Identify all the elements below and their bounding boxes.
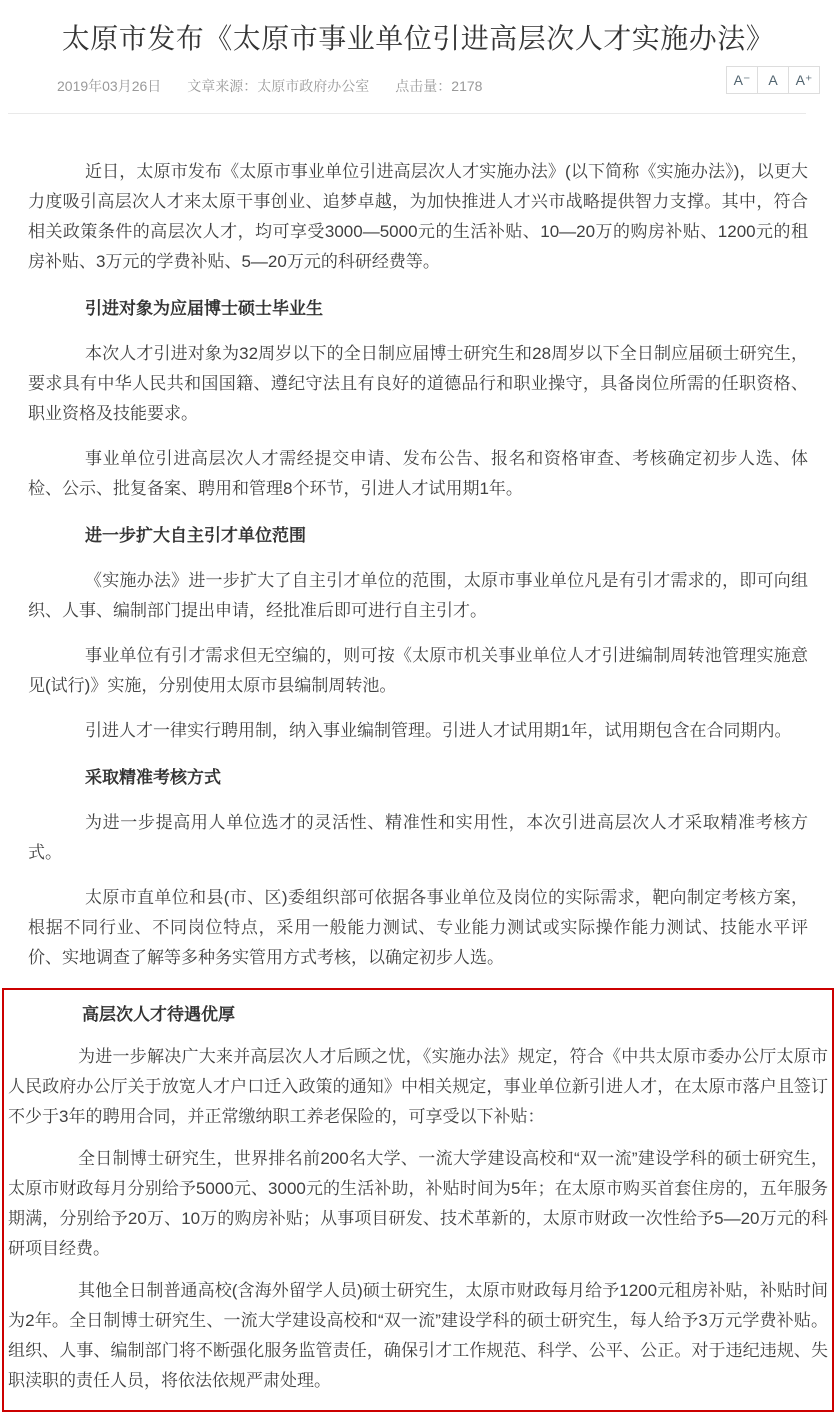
article-page [0, 20, 836, 1412]
font-reset-button[interactable]: A [757, 66, 789, 94]
article-body [0, 114, 836, 1412]
section-heading-assessment-method: 采取精准考核方式 [85, 768, 221, 787]
article-meta [57, 72, 820, 100]
paragraph: 其他全日制普通高校(含海外留学人员)硕士研究生，太原市财政每月给予1200元租房补贴，补贴时间为2年。全日制博士研究生、一流大学建设高校和“双一流”建设学科的硕士研究生，每人给予3万元学费补贴。组织、人事、编制部门将不断强化服务监管责任，确保引才工作规范、科学、公平、公正。对于违纪违规、失职渎职的责任人员，将依法依规严肃处理。 [8, 1281, 828, 1390]
page-title: 太原市发布《太原市事业单位引进高层次人才实施办法》 [61, 23, 775, 54]
paragraph: 全日制博士研究生，世界排名前200名大学、一流大学建设高校和“双一流”建设学科的硕士研究生，太原市财政每月分别给予5000元、3000元的生活补助，补贴时间为5年；在太原市购买首套住房的，五年服务期满，分别给予20万、10万的购房补贴；从事项目研发、技术革新的，太原市财政一次性给予5—20万元的科研项目经费。 [8, 1149, 828, 1258]
font-decrease-button[interactable]: A⁻ [726, 66, 758, 94]
font-increase-button[interactable]: A⁺ [788, 66, 820, 94]
section-heading-expand-scope: 进一步扩大自主引才单位范围 [85, 526, 306, 545]
paragraph: 本次人才引进对象为32周岁以下的全日制应届博士研究生和28周岁以下全日制应届硕士研究生，要求具有中华人民共和国国籍、遵纪守法且有良好的道德品行和职业操守，具备岗位所需的任职资格、职业资格及技能要求。 [28, 344, 808, 423]
paragraph: 事业单位引进高层次人才需经提交申请、发布公告、报名和资格审查、考核确定初步人选、体检、公示、批复备案、聘用和管理8个环节，引进人才试用期1年。 [28, 449, 808, 498]
paragraph: 《实施办法》进一步扩大了自主引才单位的范围，太原市事业单位凡是有引才需求的，即可向组织、人事、编制部门提出申请，经批准后即可进行自主引才。 [28, 571, 808, 620]
highlight-box [2, 988, 834, 1412]
paragraph: 近日，太原市发布《太原市事业单位引进高层次人才实施办法》(以下简称《实施办法》)，以更大力度吸引高层次人才来太原干事创业、追梦卓越，为加快推进人才兴市战略提供智力支撑。其中，符合相关政策条件的高层次人才，均可享受3000—5000元的生活补贴、10—20万的购房补贴、1200元的租房补贴、3万元的学费补贴、5—20万元的科研经费等。 [28, 162, 808, 271]
article-source: 文章来源：太原市政府办公室 [187, 78, 370, 94]
paragraph: 太原市直单位和县(市、区)委组织部可依据各事业单位及岗位的实际需求，靶向制定考核方案，根据不同行业、不同岗位特点，采用一般能力测试、专业能力测试或实际操作能力测试、技能水平评价、实地调查了解等多种务实管用方式考核，以确定初步人选。 [28, 888, 808, 967]
paragraph: 为进一步解决广大来并高层次人才后顾之忧，《实施办法》规定，符合《中共太原市委办公厅太原市人民政府办公厅关于放宽人才户口迁入政策的通知》中相关规定，事业单位新引进人才，在太原市落户且签订不少于3年的聘用合同，并正常缴纳职工养老保险的，可享受以下补贴： [8, 1047, 828, 1126]
paragraph: 引进人才一律实行聘用制，纳入事业编制管理。引进人才试用期1年，试用期包含在合同期内。 [85, 721, 792, 740]
section-heading-introduction-targets: 引进对象为应届博士硕士毕业生 [85, 299, 323, 318]
section-heading-talent-benefits: 高层次人才待遇优厚 [82, 1005, 235, 1024]
paragraph: 事业单位有引才需求但无空编的，则可按《太原市机关事业单位人才引进编制周转池管理实施意见(试行)》实施，分别使用太原市县编制周转池。 [28, 646, 808, 695]
paragraph: 为进一步提高用人单位选才的灵活性、精准性和实用性，本次引进高层次人才采取精准考核方式。 [28, 813, 808, 862]
publish-date: 2019年03月26日 [57, 78, 162, 94]
hit-count: 点击量：2178 [395, 78, 483, 94]
font-size-controls [727, 66, 820, 94]
